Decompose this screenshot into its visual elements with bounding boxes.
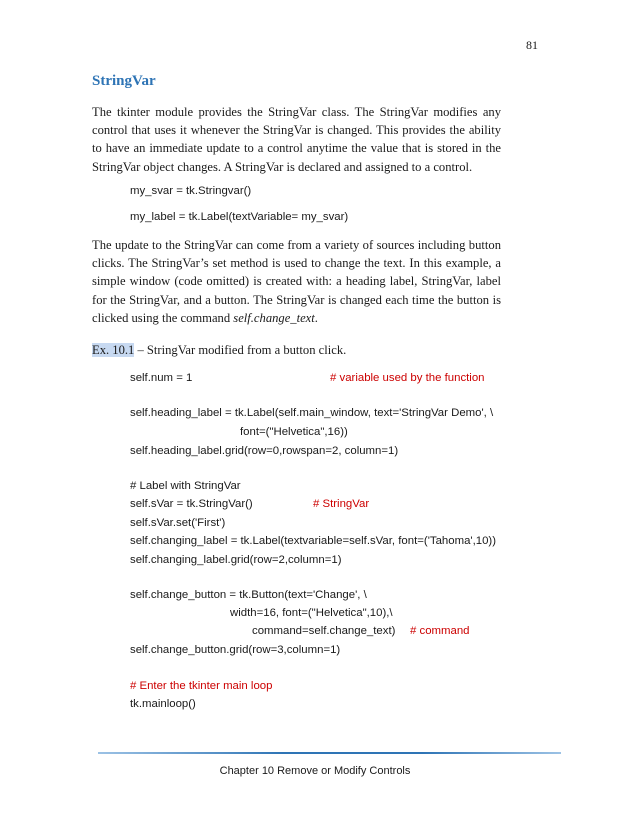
- code-line: tk.mainloop(): [130, 698, 196, 710]
- intro-paragraph: The tkinter module provides the StringVar class. The StringVar modifies any control that uses it whenever the StringVar is changed. This provides the ability to have an immediate update to a control anytime the value that is stored in the StringVar object changes. A StringVar is declared and assigned to a control.: [92, 105, 501, 174]
- code-line: self.change_button.grid(row=3,column=1): [130, 644, 341, 656]
- code-comment: # Enter the tkinter main loop: [130, 680, 273, 692]
- code-line: self.changing_label.grid(row=2,column=1): [130, 554, 342, 566]
- code-line: self.sVar = tk.StringVar(): [130, 498, 253, 510]
- command-name: self.change_text: [233, 310, 315, 325]
- example-caption-text: – StringVar modified from a button click.: [134, 343, 347, 357]
- code-comment: # StringVar: [313, 498, 370, 510]
- code-line: self.num = 1: [130, 372, 193, 384]
- explanation-paragraph: [92, 236, 501, 327]
- explanation-text: The update to the StringVar can come from a variety of sources including button clicks. The StringVar’s set method is used to change the text. In this example, a simple window (code omitted) is created with: a heading label, StringVar, label for the StringVar, and a button. The StringVar is changed each time the button is clicked using the command: [92, 238, 501, 325]
- code-line-label-assign: my_label = tk.Label(textVariable= my_svar): [130, 211, 349, 223]
- code-line: self.change_button = tk.Button(text='Change', \: [130, 589, 367, 601]
- code-line: font=("Helvetica",16)): [240, 426, 348, 438]
- code-line: width=16, font=("Helvetica",10),\: [230, 607, 393, 619]
- example-caption: [92, 342, 346, 358]
- code-line: self.changing_label = tk.Label(textvariable=self.sVar, font=('Tahoma',10)): [130, 535, 496, 547]
- explanation-end: .: [314, 310, 318, 325]
- code-comment: # variable used by the function: [330, 372, 485, 384]
- code-line: self.heading_label = tk.Label(self.main_window, text='StringVar Demo', \: [130, 407, 494, 419]
- footer-rule: [98, 752, 561, 754]
- code-line-stringvar-decl: my_svar = tk.Stringvar(): [130, 185, 252, 197]
- code-comment-line: # Label with StringVar: [130, 480, 241, 492]
- footer-chapter-title: Chapter 10 Remove or Modify Controls: [219, 765, 411, 777]
- code-comment: # command: [410, 625, 470, 637]
- example-label: Ex. 10.1: [92, 343, 135, 357]
- code-line: command=self.change_text): [252, 625, 396, 637]
- section-heading: StringVar: [92, 73, 156, 89]
- code-line: self.sVar.set('First'): [130, 517, 226, 529]
- page-number: 81: [526, 38, 538, 52]
- code-line: self.heading_label.grid(row=0,rowspan=2, column=1): [130, 445, 399, 457]
